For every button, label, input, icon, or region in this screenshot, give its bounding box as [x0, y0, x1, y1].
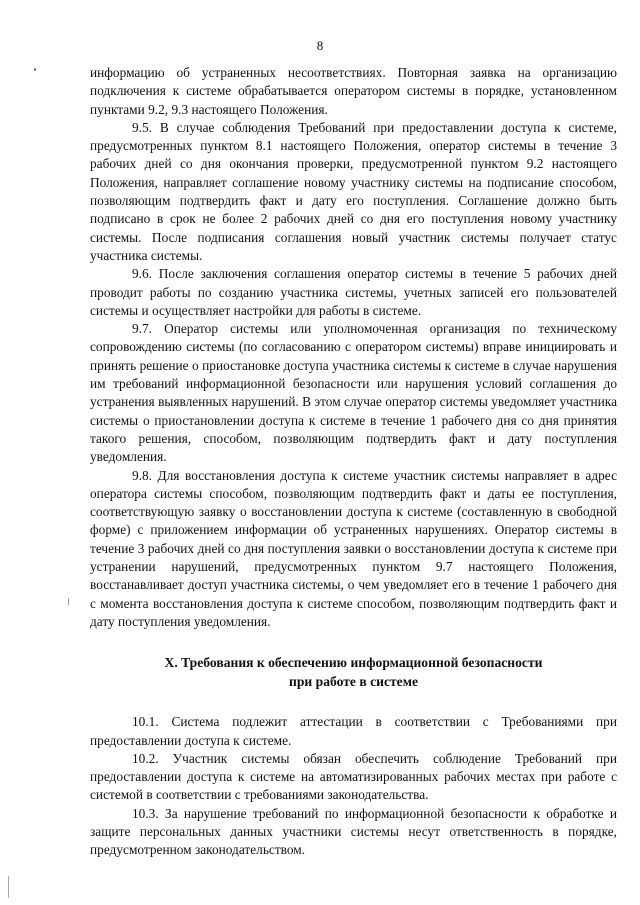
scan-artifact-mark: [68, 598, 69, 605]
section-heading-line-2: при работе в системе: [289, 674, 418, 690]
page-number: 8: [316, 38, 324, 53]
scan-artifact-mark: [34, 68, 36, 71]
paragraph-10-1: 10.1. Система подлежит аттестации в соответствии с Требованиями при предоставлении доступа к системе.: [90, 714, 617, 748]
scan-artifact-mark: [8, 876, 9, 898]
document-body: [90, 64, 617, 860]
paragraph-continuation: информацию об устраненных несоответствиях. Повторная заявка на организацию подключения к системе обрабатывается оператором системы в порядке, установленном пунктами 9.2, 9.3 настоящего Положения.: [90, 65, 617, 117]
paragraph-10-3: 10.3. За нарушение требований по информационной безопасности к обработке и защите персональных данных участники системы несут ответственность в порядке, предусмотренном законодательством.: [90, 805, 617, 858]
paragraph-9-5: 9.5. В случае соблюдения Требований при предоставлении доступа к системе, предусмотренных пунктом 8.1 настоящего Положения, оператор системы в течение 3 рабочих дней со дня окончания проверки, предусмотренной пунктом 9.2 настоящего Положения, направляет соглашение новому участнику системы на подписание способом, позволяющим подтвердить факт и дату его поступления. Соглашение должно быть подписано в срок не более 2 рабочих дней со дня его поступления новому участнику системы. После подписания соглашения новый участник системы получает статус участника системы.: [90, 119, 617, 263]
section-heading-line-1: X. Требования к обеспечению информационной безопасности: [164, 655, 543, 671]
paragraph-9-7: 9.7. Оператор системы или уполномоченная организация по техническому сопровождению системы (по согласованию с оператором системы) вправе инициировать и принять решение о приостановке доступа участника системы к системе в случае нарушения им требований информационной безопасности или нарушения условий соглашения до устранения выявленных нарушений. В этом случае оператор системы уведомляет участника системы о приостановлении доступа к системе в течение 1 рабочего дня со дня принятия такого решения, способом, позволяющим подтвердить факт и дату поступления уведомления.: [90, 321, 617, 465]
paragraph-9-6: 9.6. После заключения соглашения оператор системы в течение 5 рабочих дней проводит работы по созданию участника системы, учетных записей его пользователей системы и осуществляет настройки для работы в системе.: [90, 266, 617, 318]
paragraph-10-2: 10.2. Участник системы обязан обеспечить соблюдение Требований при предоставлении доступа к системе на автоматизированных рабочих местах при работе с системой в соответствии с требованиями законодательства.: [90, 750, 617, 803]
section-heading: [90, 653, 617, 691]
paragraph-9-8: 9.8. Для восстановления доступа к системе участник системы направляет в адрес оператора системы способом, позволяющим подтвердить факт и даты ее поступления, соответствующую заявку о восстановлении доступа к системе (составленную в свободной форме) с приложением информации об устраненных нарушениях. Оператор системы в течение 3 рабочих дней со дня поступления заявки о восстановлении доступа к системе при устранении нарушений, предусмотренных пунктом 9.7 настоящего Положения, восстанавливает доступ участника системы, о чем уведомляет его в течение 1 рабочего дня с момента восстановления доступа к системе способом, позволяющим подтвердить факт и дату поступления уведомления.: [90, 467, 617, 629]
